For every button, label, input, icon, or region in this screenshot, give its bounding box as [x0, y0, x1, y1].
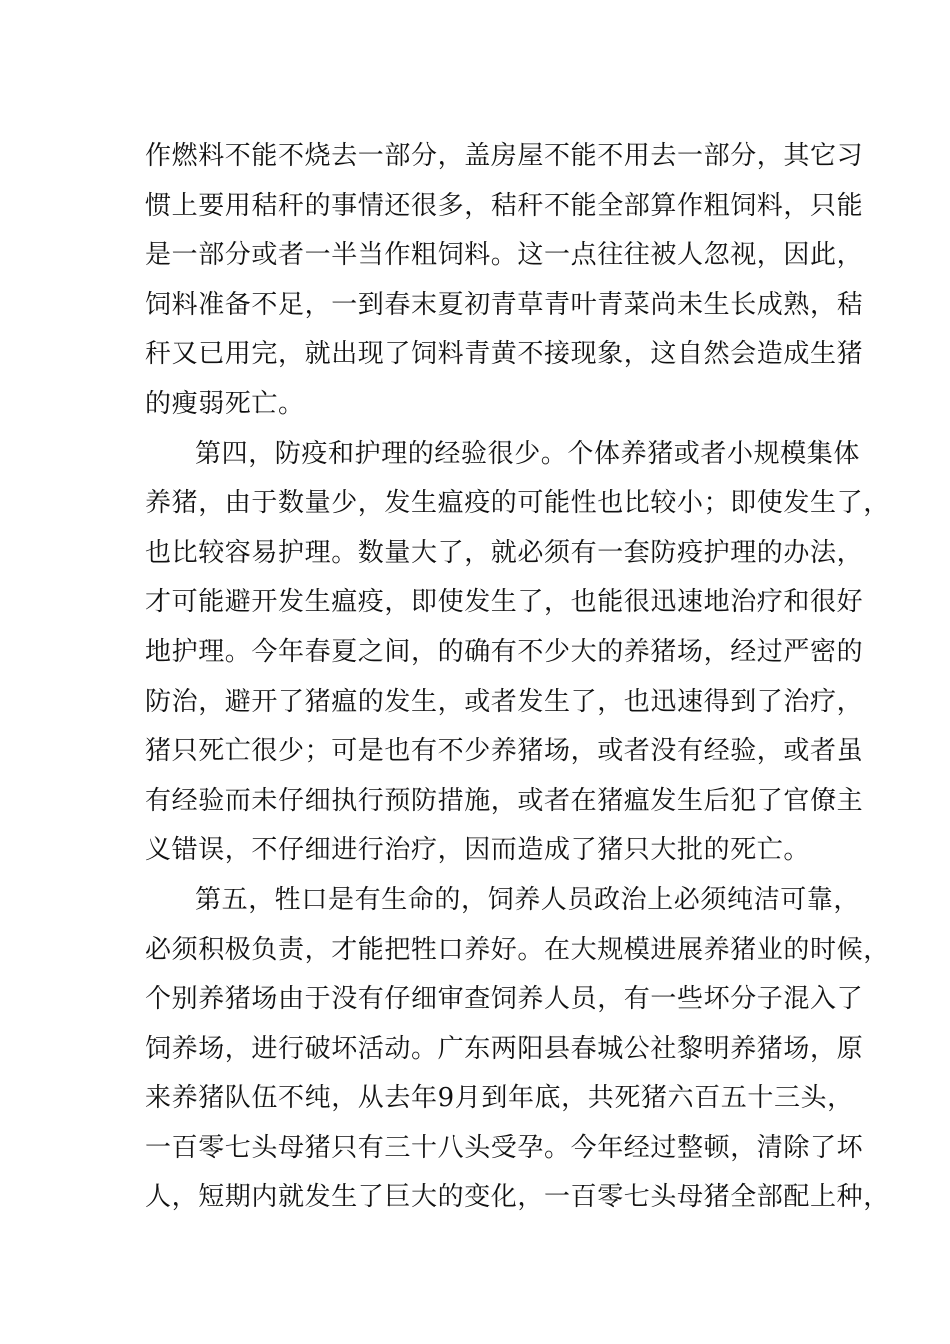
paragraph-start-line: 第五，牲口是有生命的，饲养人员政治上必须纯洁可靠，	[195, 884, 861, 915]
text-line: 一百零七头母猪只有三十八头受孕。今年经过整顿，清除了坏	[145, 1132, 864, 1163]
text-line: 有经验而未仔细执行预防措施，或者在猪瘟发生后犯了官僚主	[145, 785, 864, 816]
paragraph-start-line: 第四，防疫和护理的经验很少。个体养猪或者小规模集体	[195, 438, 861, 469]
text-line: 惯上要用秸秆的事情还很多，秸秆不能全部算作粗饲料，只能	[145, 190, 864, 221]
text-line: 必须积极负责，才能把牲口养好。在大规模进展养猪业的时候，	[145, 934, 890, 965]
text-line: 秆又已用完，就出现了饲料青黄不接现象，这自然会造成生猪	[145, 339, 864, 370]
body-text	[145, 132, 890, 1223]
text-line: 才可能避开发生瘟疫，即使发生了，也能很迅速地治疗和很好	[145, 587, 864, 618]
text-line: 是一部分或者一半当作粗饲料。这一点往往被人忽视，因此，	[145, 240, 864, 271]
text-line: 饲养场，进行破坏活动。广东两阳县春城公社黎明养猪场，原	[145, 1033, 864, 1064]
text-line: 猪只死亡很少；可是也有不少养猪场，或者没有经验，或者虽	[145, 736, 864, 767]
text-line: 的瘦弱死亡。	[145, 388, 305, 419]
text-line: 个别养猪场由于没有仔细审查饲养人员，有一些坏分子混入了	[145, 984, 864, 1015]
text-line: 人，短期内就发生了巨大的变化，一百零七头母猪全部配上种，	[145, 1182, 890, 1213]
text-line: 地护理。今年春夏之间，的确有不少大的养猪场，经过严密的	[145, 636, 864, 667]
text-line: 义错误，不仔细进行治疗，因而造成了猪只大批的死亡。	[145, 835, 811, 866]
text-line: 防治，避开了猪瘟的发生，或者发生了，也迅速得到了治疗，	[145, 686, 864, 717]
text-line: 作燃料不能不烧去一部分，盖房屋不能不用去一部分，其它习	[145, 141, 864, 171]
text-line: 也比较容易护理。数量大了，就必须有一套防疫护理的办法，	[145, 537, 864, 568]
text-line: 饲料准备不足，一到春末夏初青草青叶青菜尚未生长成熟，秸	[145, 289, 864, 320]
text-line: 来养猪队伍不纯，从去年9月到年底，共死猪六百五十三头，	[145, 1083, 854, 1114]
text-line: 养猪，由于数量少，发生瘟疫的可能性也比较小；即使发生了，	[145, 488, 890, 519]
